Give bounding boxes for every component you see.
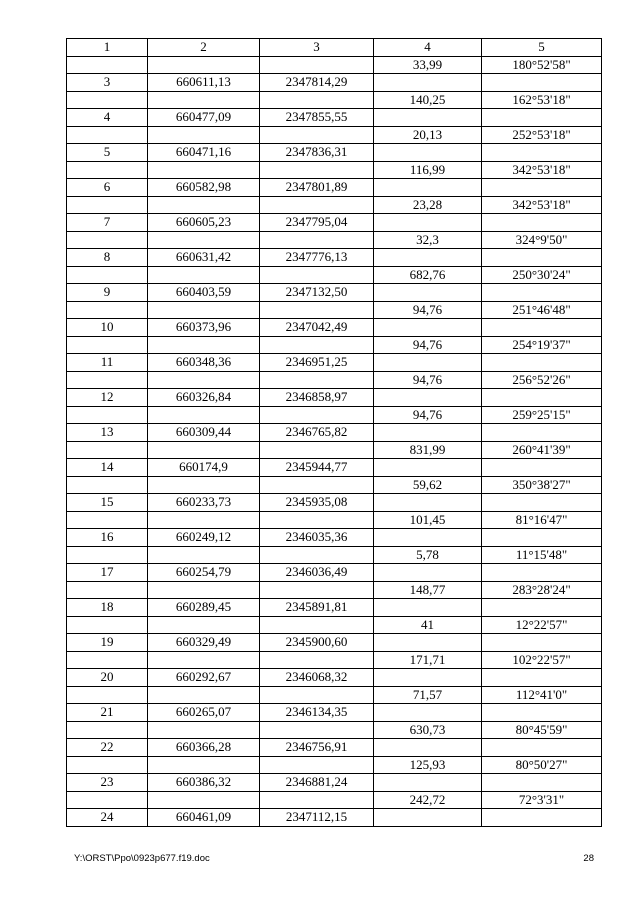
table-cell-col-5 [482,109,602,127]
table-cell-col-4: 32,3 [374,231,482,249]
footer-page-number: 28 [583,853,594,864]
table-cell-col-3 [260,756,374,774]
table-cell-col-3 [260,126,374,144]
table-cell-col-2 [148,301,260,319]
table-row [67,756,602,774]
table-cell-col-2 [148,686,260,704]
table-row [67,739,602,757]
table-cell-col-4 [374,284,482,302]
table-cell-col-2: 660348,36 [148,354,260,372]
table-cell-col-5: 162°53'18" [482,91,602,109]
table-cell-col-3 [260,511,374,529]
table-cell-col-5: 112°41'0" [482,686,602,704]
table-cell-col-4: 831,99 [374,441,482,459]
page-footer [74,853,598,867]
table-row [67,336,602,354]
table-cell-col-1: 21 [67,704,148,722]
table-cell-col-4 [374,809,482,827]
table-cell-col-2: 660461,09 [148,809,260,827]
table-cell-col-1 [67,406,148,424]
table-cell-col-4: 242,72 [374,791,482,809]
table-cell-col-4 [374,739,482,757]
table-cell-col-1 [67,161,148,179]
table-cell-col-4: 94,76 [374,406,482,424]
table-row [67,634,602,652]
table-row [67,581,602,599]
table-cell-col-5: 260°41'39" [482,441,602,459]
table-cell-col-5 [482,739,602,757]
table-cell-col-4 [374,179,482,197]
table-cell-col-1: 24 [67,809,148,827]
table-cell-col-3: 2347112,15 [260,809,374,827]
table-cell-col-2 [148,406,260,424]
table-row [67,196,602,214]
table-cell-col-1: 10 [67,319,148,337]
table-cell-col-3 [260,476,374,494]
table-cell-col-2 [148,231,260,249]
table-cell-col-2 [148,511,260,529]
table-cell-col-1: 4 [67,109,148,127]
table-cell-col-5 [482,704,602,722]
table-row [67,91,602,109]
table-cell-col-2: 660471,16 [148,144,260,162]
header-cell-5: 5 [482,39,602,57]
table-cell-col-1: 15 [67,494,148,512]
table-cell-col-4 [374,564,482,582]
table-cell-col-5 [482,249,602,267]
table-cell-col-5: 102°22'57" [482,651,602,669]
table-cell-col-1: 13 [67,424,148,442]
table-cell-col-1 [67,686,148,704]
table-cell-col-3 [260,616,374,634]
table-cell-col-2 [148,791,260,809]
table-cell-col-1: 12 [67,389,148,407]
table-row [67,791,602,809]
table-cell-col-3 [260,721,374,739]
table-row [67,56,602,74]
table-cell-col-4 [374,704,482,722]
table-cell-col-3 [260,651,374,669]
table-cell-col-2: 660329,49 [148,634,260,652]
table-cell-col-3 [260,441,374,459]
table-cell-col-5 [482,179,602,197]
table-cell-col-3: 2346134,35 [260,704,374,722]
table-row [67,301,602,319]
table-row [67,249,602,267]
table-row [67,144,602,162]
table-cell-col-4 [374,214,482,232]
table-cell-col-4 [374,389,482,407]
table-cell-col-2 [148,126,260,144]
table-cell-col-2: 660292,67 [148,669,260,687]
table-cell-col-1: 17 [67,564,148,582]
table-cell-col-1 [67,476,148,494]
table-cell-col-2 [148,91,260,109]
table-cell-col-3 [260,231,374,249]
table-cell-col-1: 5 [67,144,148,162]
table-cell-col-3: 2347132,50 [260,284,374,302]
table-cell-col-4 [374,144,482,162]
table-cell-col-1 [67,231,148,249]
table-cell-col-3: 2345900,60 [260,634,374,652]
table-cell-col-3: 2346068,32 [260,669,374,687]
table-cell-col-2 [148,651,260,669]
table-cell-col-3 [260,56,374,74]
table-cell-col-5: 180°52'58" [482,56,602,74]
table-row [67,354,602,372]
table-row [67,74,602,92]
table-cell-col-5: 324°9'50" [482,231,602,249]
table-cell-col-1: 7 [67,214,148,232]
table-row [67,494,602,512]
table-cell-col-3: 2346035,36 [260,529,374,547]
table-cell-col-4: 116,99 [374,161,482,179]
table-cell-col-3: 2347776,13 [260,249,374,267]
table-cell-col-2: 660254,79 [148,564,260,582]
table-cell-col-4: 94,76 [374,301,482,319]
table-row [67,284,602,302]
table-cell-col-1: 19 [67,634,148,652]
table-cell-col-5: 256°52'26" [482,371,602,389]
table-cell-col-5: 81°16'47" [482,511,602,529]
table-row [67,511,602,529]
table-cell-col-3: 2347836,31 [260,144,374,162]
table-cell-col-2 [148,721,260,739]
table-cell-col-2: 660611,13 [148,74,260,92]
table-cell-col-1 [67,266,148,284]
table-cell-col-4: 148,77 [374,581,482,599]
table-cell-col-4: 630,73 [374,721,482,739]
table-row [67,546,602,564]
table-cell-col-4 [374,669,482,687]
table-cell-col-3: 2346881,24 [260,774,374,792]
table-cell-col-2 [148,546,260,564]
table-row [67,441,602,459]
table-cell-col-2: 660386,32 [148,774,260,792]
table-cell-col-5 [482,424,602,442]
table-cell-col-3 [260,581,374,599]
table-cell-col-1: 16 [67,529,148,547]
table-cell-col-5: 12°22'57" [482,616,602,634]
table-cell-col-3 [260,266,374,284]
table-cell-col-5: 350°38'27" [482,476,602,494]
table-cell-col-2 [148,161,260,179]
table-cell-col-5: 250°30'24" [482,266,602,284]
table-cell-col-2: 660631,42 [148,249,260,267]
table-cell-col-4 [374,424,482,442]
table-cell-col-4: 59,62 [374,476,482,494]
table-row [67,371,602,389]
table-cell-col-2: 660326,84 [148,389,260,407]
table-cell-col-4: 682,76 [374,266,482,284]
table-cell-col-3: 2347814,29 [260,74,374,92]
table-cell-col-2 [148,371,260,389]
table-cell-col-5 [482,319,602,337]
table-row [67,214,602,232]
table-row [67,319,602,337]
table-body [67,56,602,826]
table-cell-col-2 [148,756,260,774]
table-cell-col-1 [67,581,148,599]
table-cell-col-3: 2346858,97 [260,389,374,407]
table-cell-col-4 [374,599,482,617]
table-row [67,616,602,634]
table-row [67,266,602,284]
table-cell-col-4: 5,78 [374,546,482,564]
table-header-row [67,39,602,57]
table-cell-col-1: 3 [67,74,148,92]
table-row [67,389,602,407]
table-cell-col-3 [260,196,374,214]
table-cell-col-2: 660309,44 [148,424,260,442]
table-cell-col-2: 660289,45 [148,599,260,617]
table-cell-col-2: 660373,96 [148,319,260,337]
table-cell-col-4 [374,354,482,372]
table-cell-col-5: 342°53'18" [482,196,602,214]
table-cell-col-5: 11°15'48" [482,546,602,564]
table-row [67,126,602,144]
table-cell-col-4: 171,71 [374,651,482,669]
table-cell-col-5: 251°46'48" [482,301,602,319]
table-cell-col-1: 8 [67,249,148,267]
table-cell-col-3 [260,546,374,564]
table-cell-col-3: 2347855,55 [260,109,374,127]
table-cell-col-1: 11 [67,354,148,372]
table-row [67,109,602,127]
table-cell-col-4: 94,76 [374,336,482,354]
table-cell-col-2 [148,266,260,284]
table-cell-col-1 [67,441,148,459]
table-cell-col-2: 660605,23 [148,214,260,232]
table-cell-col-4 [374,494,482,512]
table-cell-col-4 [374,774,482,792]
table-cell-col-2: 660582,98 [148,179,260,197]
table-cell-col-5: 80°45'59" [482,721,602,739]
table-cell-col-5: 72°3'31" [482,791,602,809]
table-cell-col-1: 22 [67,739,148,757]
table-cell-col-1 [67,546,148,564]
table-cell-col-1 [67,301,148,319]
table-cell-col-5: 259°25'15" [482,406,602,424]
table-cell-col-3: 2347042,49 [260,319,374,337]
table-cell-col-1 [67,126,148,144]
table-cell-col-4: 94,76 [374,371,482,389]
table-cell-col-1 [67,91,148,109]
table-cell-col-1 [67,616,148,634]
table-cell-col-3: 2346765,82 [260,424,374,442]
table-cell-col-2 [148,56,260,74]
table-cell-col-4 [374,459,482,477]
table-cell-col-2: 660403,59 [148,284,260,302]
table-cell-col-4: 71,57 [374,686,482,704]
table-cell-col-2 [148,336,260,354]
table-cell-col-3: 2345891,81 [260,599,374,617]
table-cell-col-3: 2347795,04 [260,214,374,232]
table-cell-col-1 [67,791,148,809]
table-cell-col-4: 20,13 [374,126,482,144]
header-cell-2: 2 [148,39,260,57]
table-row [67,599,602,617]
table-cell-col-2 [148,581,260,599]
table-row [67,406,602,424]
table-cell-col-4: 23,28 [374,196,482,214]
table-row [67,564,602,582]
table-row [67,686,602,704]
table-row [67,669,602,687]
table-cell-col-4: 140,25 [374,91,482,109]
table-cell-col-3 [260,161,374,179]
table-cell-col-4: 41 [374,616,482,634]
table-cell-col-5 [482,599,602,617]
table-cell-col-4 [374,249,482,267]
table-cell-col-5: 342°53'18" [482,161,602,179]
table-cell-col-3 [260,686,374,704]
table-cell-col-4 [374,74,482,92]
table-cell-col-5 [482,529,602,547]
table-cell-col-3: 2346951,25 [260,354,374,372]
table-cell-col-2: 660265,07 [148,704,260,722]
table-cell-col-1 [67,336,148,354]
table-cell-col-1 [67,196,148,214]
table-cell-col-3: 2345944,77 [260,459,374,477]
table-row [67,809,602,827]
table-cell-col-5 [482,144,602,162]
table-row [67,529,602,547]
table-cell-col-3: 2347801,89 [260,179,374,197]
table-cell-col-4 [374,109,482,127]
table-cell-col-5 [482,634,602,652]
table-cell-col-5 [482,564,602,582]
table-cell-col-2 [148,196,260,214]
table-row [67,459,602,477]
table-cell-col-4 [374,319,482,337]
table-row [67,721,602,739]
table-cell-col-3 [260,301,374,319]
table-cell-col-5 [482,774,602,792]
table-cell-col-5: 80°50'27" [482,756,602,774]
table-cell-col-5 [482,74,602,92]
table-cell-col-5 [482,284,602,302]
table-cell-col-5 [482,669,602,687]
table-cell-col-4 [374,529,482,547]
table-cell-col-1 [67,56,148,74]
table-cell-col-4: 125,93 [374,756,482,774]
table-cell-col-2 [148,476,260,494]
table-cell-col-5 [482,214,602,232]
table-cell-col-2: 660233,73 [148,494,260,512]
table-cell-col-1 [67,651,148,669]
table-cell-col-4 [374,634,482,652]
table-row [67,231,602,249]
table-cell-col-1: 23 [67,774,148,792]
table-cell-col-5 [482,459,602,477]
table-cell-col-5: 252°53'18" [482,126,602,144]
table-cell-col-2: 660249,12 [148,529,260,547]
table-cell-col-1 [67,511,148,529]
table-cell-col-4: 33,99 [374,56,482,74]
table-cell-col-1: 20 [67,669,148,687]
table-cell-col-3: 2346756,91 [260,739,374,757]
table-cell-col-2 [148,616,260,634]
table-row [67,161,602,179]
table-cell-col-1: 9 [67,284,148,302]
table-cell-col-2 [148,441,260,459]
coordinates-table [66,38,602,827]
table-cell-col-1: 6 [67,179,148,197]
table-row [67,774,602,792]
table-cell-col-1 [67,371,148,389]
table-cell-col-5 [482,389,602,407]
table-cell-col-1: 14 [67,459,148,477]
table-cell-col-5 [482,354,602,372]
table-cell-col-1 [67,756,148,774]
table-row [67,476,602,494]
table-cell-col-3: 2346036,49 [260,564,374,582]
table-cell-col-3: 2345935,08 [260,494,374,512]
table-cell-col-3 [260,406,374,424]
table-cell-col-5 [482,494,602,512]
table-row [67,704,602,722]
table-cell-col-4: 101,45 [374,511,482,529]
table-cell-col-3 [260,91,374,109]
footer-file-path: Y:\ORST\Ppo\0923p677.f19.doc [74,853,210,864]
table-cell-col-3 [260,791,374,809]
table-cell-col-5 [482,809,602,827]
table-cell-col-5: 283°28'24" [482,581,602,599]
table-cell-col-2: 660174,9 [148,459,260,477]
table-row [67,424,602,442]
table-row [67,179,602,197]
table-cell-col-3 [260,371,374,389]
table-cell-col-3 [260,336,374,354]
table-cell-col-2: 660366,28 [148,739,260,757]
coordinates-table-container [66,38,598,827]
header-cell-4: 4 [374,39,482,57]
table-cell-col-1 [67,721,148,739]
table-cell-col-2: 660477,09 [148,109,260,127]
table-cell-col-1: 18 [67,599,148,617]
header-cell-1: 1 [67,39,148,57]
header-cell-3: 3 [260,39,374,57]
table-cell-col-5: 254°19'37" [482,336,602,354]
table-row [67,651,602,669]
